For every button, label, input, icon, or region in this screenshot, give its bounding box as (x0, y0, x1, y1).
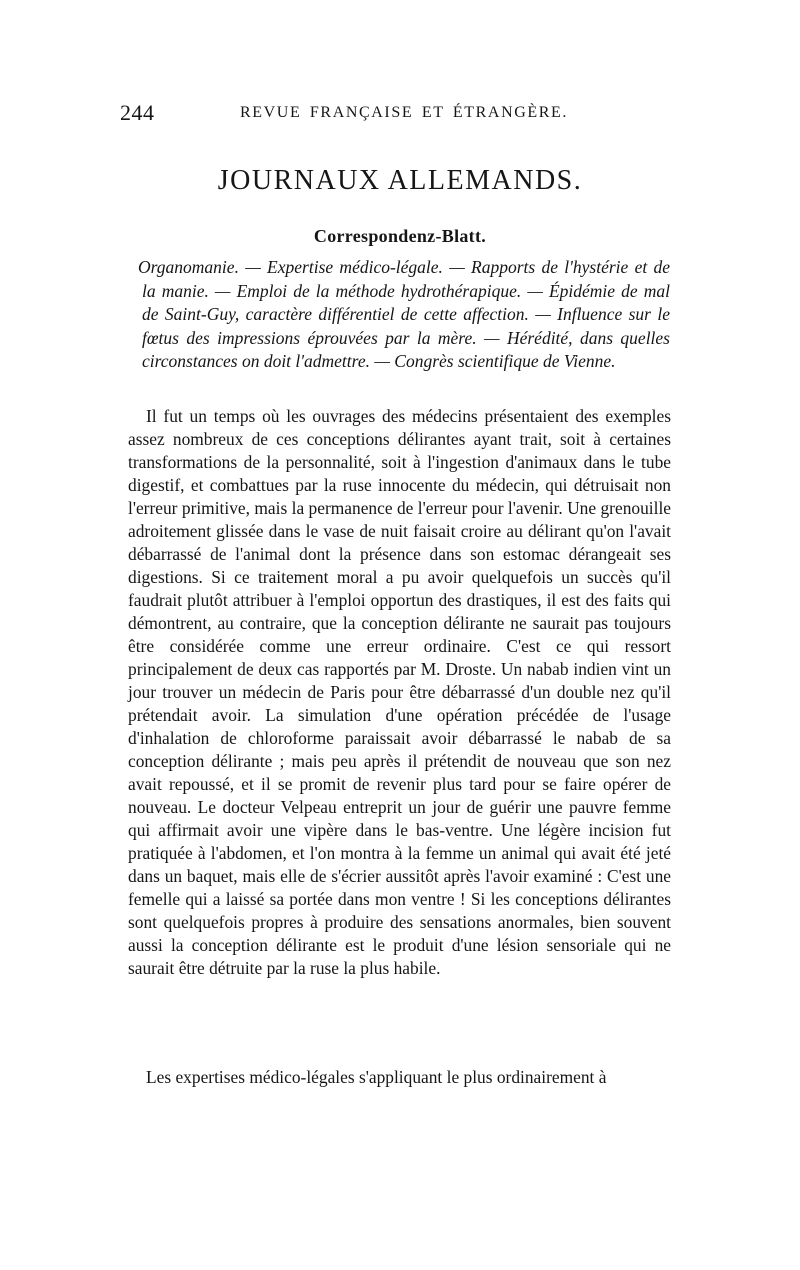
section-title: JOURNAUX ALLEMANDS. (217, 165, 583, 196)
body-paragraph-continued: Les expertises médico-légales s'appliquant le plus ordinairement à (146, 1067, 607, 1087)
article-summary: Organomanie. — Expertise médico-légale. — Rapports de l'hystérie et de la manie. — Emploi de la méthode hydrothérapique. — Épidémie de mal de Saint-Guy, caractère différentiel de cette affection. — Influence sur le fœtus des impressions éprouvées par la mère. — Hérédité, dans quelles circonstances on doit l'admettre. — Congrès scientifique de Vienne. (138, 257, 670, 371)
page-number: 244 (120, 100, 155, 125)
subsection-title: Correspondenz-Blatt. (313, 226, 487, 246)
running-title: REVUE FRANÇAISE ET ÉTRANGÈRE. (240, 104, 568, 121)
body-paragraph: Il fut un temps où les ouvrages des médecins présentaient des exemples assez nombreux de ces conceptions délirantes ayant trait, soit à certaines transformations de la personnalité, soit à l'ingestion d'animaux dans le tube digestif, et combattues par la ruse innocente du médecin, qui détruisait non l'erreur primitive, mais la permanence de l'erreur pour l'avenir. Une grenouille adroitement glissée dans le vase de nuit faisait croire au délirant qu'on l'avait débarrassé de l'animal dont la présence dans son estomac dérangeait ses digestions. Si ce traitement moral a pu avoir quelquefois un succès qu'il faudrait plutôt attribuer à l'emploi opportun des drastiques, il est des faits qui démontrent, au contraire, que la conception délirante ne saurait pas toujours être considérée comme une erreur ordinaire. C'est ce qui ressort principalement de deux cas rapportés par M. Droste. Un nabab indien vint un jour trouver un médecin de Paris pour être débarrassé d'un double nez qu'il prétendait avoir. La simulation d'une opération précédée de l'usage d'inhalation de chloroforme paraissait avoir débarrassé le nabab de sa conception délirante ; mais peu après il prétendit de nouveau que son nez avait repoussé, et il se promit de revenir plus tard pour se faire opérer de nouveau. Le docteur Velpeau entreprit un jour de guérir une pauvre femme qui affirmait avoir une vipère dans le bas-ventre. Une légère incision fut pratiquée à l'abdomen, et l'on montra à la femme un animal qui avait été jeté dans un baquet, mais elle de s'écrier aussitôt après l'avoir examiné : C'est une femelle qui a laissé sa portée dans mon ventre ! Si les conceptions délirantes sont quelquefois propres à produire des sensations anormales, bien souvent aussi la conception délirante est le produit d'une lésion sensoriale qui ne saurait être détruite par la ruse la plus habile. (128, 406, 671, 978)
running-head (120, 100, 670, 130)
